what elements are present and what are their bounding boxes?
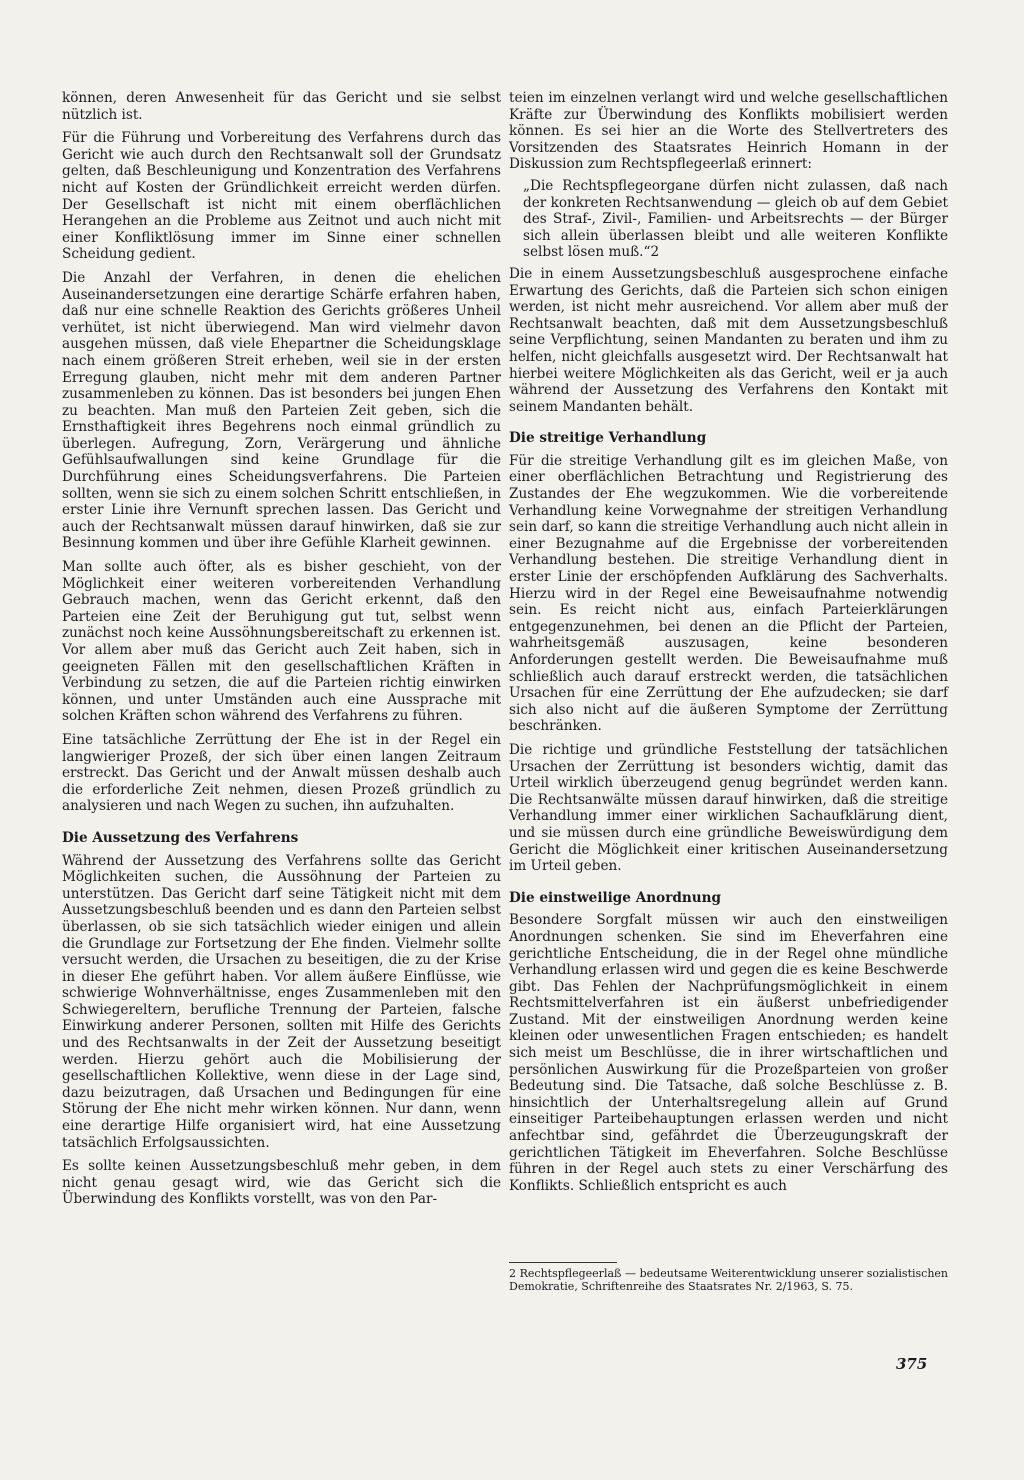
left-column <box>62 90 501 1215</box>
paragraph: teien im einzelnen verlangt wird und welche gesellschaftlichen Kräfte zur Überwindung des Konflikts mobilisiert werden können. Es sei hier an die Worte des Stellvertreters des Vorsitzenden des Staatsrates Heinrich Homann in der Diskussion zum Rechtspflegeerlaß erinnert: <box>509 90 948 173</box>
page-number: 375 <box>896 1355 928 1373</box>
section-heading: Die Aussetzung des Verfahrens <box>62 829 299 846</box>
paragraph: Für die Führung und Vorbereitung des Verfahrens durch das Gericht wie auch durch den Rechtsanwalt soll der Grundsatz gelten, daß Beschleunigung und Konzentration des Verfahrens nicht auf Kosten der Gründlichkeit erreicht werden dürfen. Der Gesellschaft ist nicht mit einem oberflächlichen Herangehen an die Probleme aus Zeitnot und auch nicht mit einer Konfliktlösung immer im Sinne einer schnellen Scheidung gedient. <box>62 130 501 263</box>
section-heading: Die einstweilige Anordnung <box>509 889 722 906</box>
paragraph: Die in einem Aussetzungsbeschluß ausgesprochene einfache Erwartung des Gerichts, daß die Parteien sich schon einigen werden, ist nicht mehr ausreichend. Vor allem aber muß der Rechtsanwalt beachten, daß mit dem Aussetzungsbeschluß seine Verpflichtung, seinen Mandanten zu beraten und ihm zu helfen, nicht gleichfalls ausgesetzt wird. Der Rechtsanwalt hat hierbei weitere Möglichkeiten als das Gericht, weil er ja auch während der Aussetzung des Verfahrens den Kontakt mit seinem Mandanten behält. <box>509 265 948 415</box>
paragraph: Während der Aussetzung des Verfahrens sollte das Gericht Möglichkeiten suchen, die Aussöhnung der Parteien zu unterstützen. Das Gericht darf seine Tätigkeit nicht mit dem Aussetzungsbeschluß beenden und es dann den Parteien selbst überlassen, ob sie sich tatsächlich wieder einigen und allein die Grundlage zur Fortsetzung der Ehe finden. Vielmehr sollte versucht werden, die Ursachen zu beseitigen, die zu der Krise in dieser Ehe geführt haben. Vor allem äußere Einflüsse, wie schwierige Wohnverhältnisse, enges Zusammenleben mit den Schwiegereltern, berufliche Trennung der Parteien, falsche Einwirkung anderer Personen, sollten mit Hilfe des Gerichts und des Rechtsanwalts in der Zeit der Aussetzung beseitigt werden. Hierzu gehört auch die Mobilisierung der gesellschaftlichen Kollektive, wenn diese in der Lage sind, dazu beizutragen, daß Ursachen und Bedingungen für eine Störung der Ehe nicht mehr wirken können. Nur dann, wenn eine derartige Hilfe organisiert wird, hat eine Aussetzung tatsächlich Erfolgsaussichten. <box>62 852 501 1151</box>
section-heading: Die streitige Verhandlung <box>509 430 707 447</box>
paragraph: Die Anzahl der Verfahren, in denen die ehelichen Auseinandersetzungen eine derartige Schärfe erfahren haben, daß nur eine schnelle Reaktion des Gerichts größeres Unheil verhütet, ist nicht überwiegend. Man wird vielmehr davon ausgehen müssen, daß viele Ehepartner die Scheidungsklage nach einem größeren Streit erheben, weil sie in der ersten Erregung glauben, nicht mehr mit dem anderen Partner zusammenleben zu können. Das ist besonders bei jungen Ehen zu beachten. Man muß den Parteien Zeit geben, sich die Ernsthaftigkeit ihres Begehrens noch einmal gründlich zu überlegen. Aufregung, Zorn, Verärgerung und ähnliche Gefühlsaufwallungen sind keine Grundlage für die Durchführung eines Scheidungsverfahrens. Die Parteien sollten, wenn sie sich zu einem solchen Schritt entschließen, in erster Linie ihre Vernunft sprechen lassen. Das Gericht und auch der Rechtsanwalt müssen darauf hinwirken, daß sie zur Besinnung kommen und über ihre Gefühle Klarheit gewinnen. <box>62 269 501 552</box>
paragraph: Die richtige und gründliche Feststellung der tatsächlichen Ursachen der Zerrüttung ist besonders wichtig, damit das Urteil wirklich überzeugend genug begründet werden kann. Die Rechtsanwälte müssen darauf hinwirken, daß die streitige Verhandlung immer einer wirklichen Sachaufklärung dient, und sie müssen durch eine gründliche Beweiswürdigung dem Gericht die Möglichkeit einer kritischen Auseinandersetzung im Urteil geben. <box>509 741 948 875</box>
paragraph: Für die streitige Verhandlung gilt es im gleichen Maße, von einer oberflächlichen Betrachtung und Registrierung des Zustandes der Ehe wegzukommen. Wie die vorbereitende Verhandlung keine Vorwegnahme der streitigen Verhandlung sein darf, so kann die streitige Verhandlung auch nicht allein in einer Bezugnahme auf die Ergebnisse der vorbereitenden Verhandlung bestehen. Die streitige Verhandlung dient in erster Linie der erschöpfenden Aufklärung des Sachverhalts. Hierzu wird in der Regel eine Beweisaufnahme notwendig sein. Es reicht nicht aus, einfach Parteierklärungen entgegenzunehmen, bei denen an die Pflicht der Parteien, wahrheitsgemäß auszusagen, keine besonderen Anforderungen gestellt werden. Die Beweisaufnahme muß schließlich auch darauf erstreckt werden, die tatsächlichen Ursachen für eine Zerrüttung der Ehe aufzudecken; sie darf sich also nicht auf die äußeren Symptome der Zerrüttung beschränken. <box>509 452 948 735</box>
footnote: 2 Rechtspflegeerlaß — bedeutsame Weiterentwicklung unserer sozialistischen Demokratie, Schriftenreihe des Staatsrates Nr. 2/1963, S. 75. <box>509 1267 948 1293</box>
footnote-divider <box>509 1262 617 1263</box>
paragraph: Besondere Sorgfalt müssen wir auch den einstweiligen Anordnungen schenken. Sie sind im Eheverfahren eine gerichtliche Entscheidung, die in der Regel ohne mündliche Verhandlung erlassen wird und gegen die es keine Beschwerde gibt. Das Fehlen der Nachprüfungsmöglichkeit in einem Rechtsmittelverfahren ist ein äußerst unbefriedigender Zustand. Mit der einstweiligen Anordnung werden keine kleinen oder unwesentlichen Fragen entschieden; es handelt sich meist um Beschlüsse, die in ihrer wirtschaftlichen und persönlichen Auswirkung für die Prozeßparteien von großer Bedeutung sind. Die Tatsache, daß solche Beschlüsse z. B. hinsichtlich der Unterhaltsregelung allein auf Grund einseitiger Parteibehauptungen erlassen werden und nicht anfechtbar sind, gefährdet die Überzeugungskraft der gerichtlichen Tätigkeit im Eheverfahren. Solche Beschlüsse führen in der Regel auch stets zu einer Verschärfung des Konflikts. Schließlich entspricht es auch <box>509 912 948 1194</box>
paragraph: Es sollte keinen Aussetzungsbeschluß mehr geben, in dem nicht genau gesagt wird, wie das Gericht sich die Überwindung des Konflikts vorstellt, was von den Par- <box>62 1158 501 1208</box>
paragraph: Man sollte auch öfter, als es bisher geschieht, von der Möglichkeit einer weiteren vorbereitenden Verhandlung Gebrauch machen, wenn das Gericht erkennt, daß den Parteien eine Zeit der Beruhigung gut tut, selbst wenn zunächst noch keine Aussöhnungsbereitschaft zu erkennen ist. Vor allem aber muß das Gericht auch Zeit haben, sich in geeigneten Fällen mit den gesellschaftlichen Kräften in Verbindung zu setzen, die auf die Parteien richtig einwirken können, und unter Umständen auch eine Aussprache mit solchen Kräften schon während des Verfahrens zu führen. <box>62 559 501 725</box>
paragraph: Eine tatsächliche Zerrüttung der Ehe ist in der Regel ein langwieriger Prozeß, der sich über einen langen Zeitraum erstreckt. Das Gericht und der Anwalt müssen deshalb auch die erforderliche Zeit nehmen, diesen Prozeß gründlich zu analysieren und nach Wegen zu suchen, ihn aufzuhalten. <box>62 731 501 815</box>
paragraph: können, deren Anwesenheit für das Gericht und sie selbst nützlich ist. <box>62 90 501 123</box>
right-column <box>509 90 948 1201</box>
block-quote: „Die Rechtspflegeorgane dürfen nicht zulassen, daß nach der konkreten Rechtsanwendung — gleich ob auf dem Gebiet des Straf-, Zivil-, Familien- und Arbeitsrechts — der Bürger sich allein überlassen bleibt und alle weiteren Konflikte selbst lösen muß.“2 <box>523 177 948 261</box>
